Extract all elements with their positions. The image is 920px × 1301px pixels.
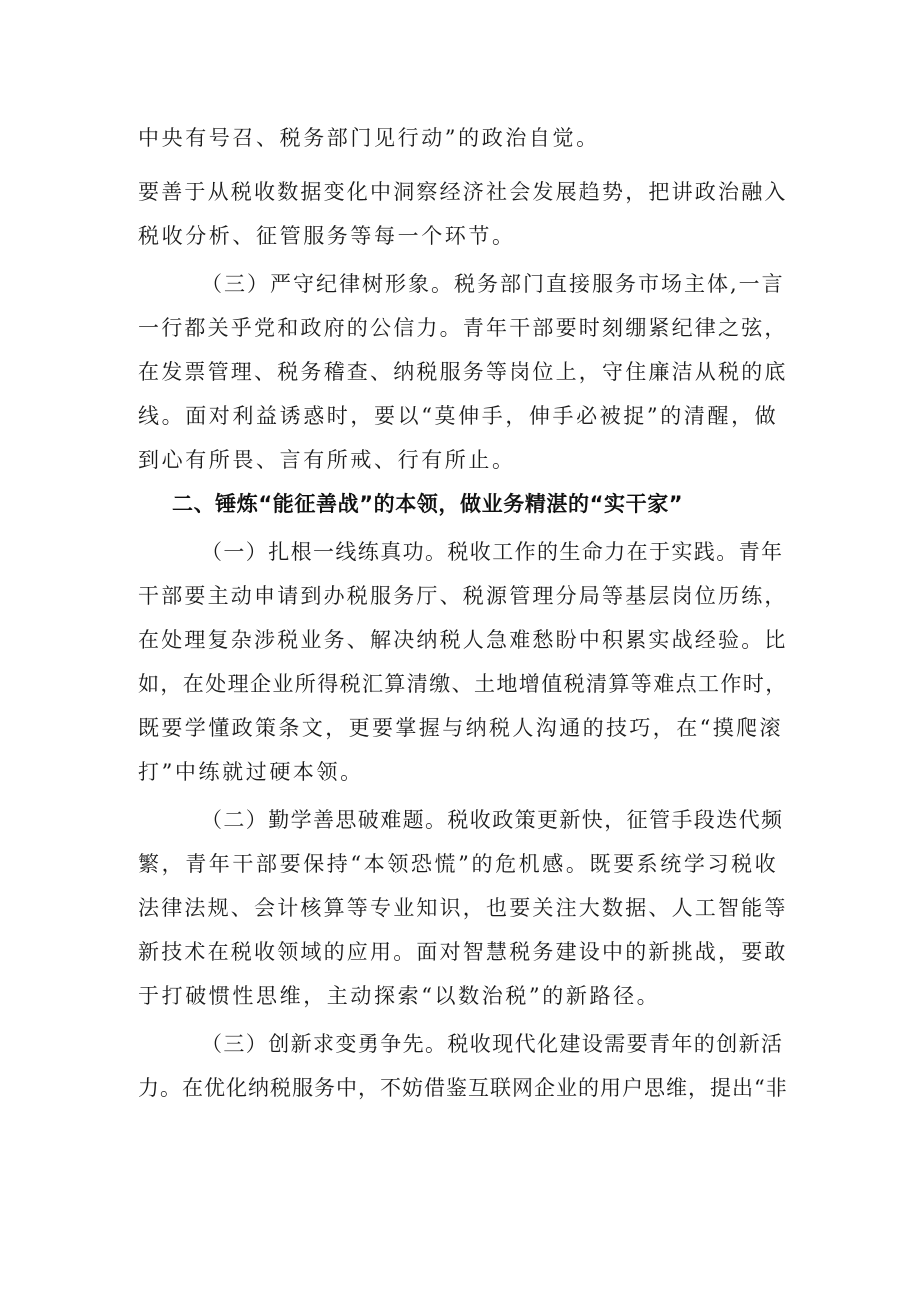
- text-line: 一行都关乎党和政府的公信力。青年干部要时刻绷紧纪律之弦，: [138, 316, 788, 340]
- text-line: 在发票管理、税务稽查、纳税服务等岗位上，守住廉洁从税的底: [138, 360, 788, 384]
- text-line: 在处理复杂涉税业务、解决纳税人急难愁盼中积累实战经验。比: [138, 628, 788, 652]
- paragraph-4: [138, 530, 788, 794]
- paragraph-6: [138, 1022, 788, 1110]
- text-line: 于打破惯性思维，主动探索“以数治税”的新路径。: [138, 984, 661, 1008]
- text-line: 法律法规、会计核算等专业知识，也要关注大数据、人工智能等: [138, 896, 788, 920]
- text-line: 繁，青年干部要保持“本领恐慌”的危机感。既要系统学习税收: [138, 852, 779, 876]
- text-line: （三）创新求变勇争先。税收现代化建设需要青年的创新活: [201, 1032, 784, 1056]
- paragraph-1: [138, 116, 788, 160]
- text-line: 既要学懂政策条文，更要掌握与纳税人沟通的技巧，在“摸爬滚: [138, 716, 783, 740]
- document-page: [138, 116, 788, 1110]
- text-line: 如，在处理企业所得税汇算清缴、土地增值税清算等难点工作时，: [138, 672, 788, 696]
- text-line: 线。面对利益诱惑时，要以“莫伸手，伸手必被捉”的清醒，做: [138, 404, 779, 428]
- paragraph-2: [138, 170, 788, 258]
- text-line: 到心有所畏、言有所戒、行有所止。: [138, 448, 516, 472]
- text-line: （二）勤学善思破难题。税收政策更新快，征管手段迭代频: [201, 808, 784, 832]
- text-line: 干部要主动申请到办税服务厅、税源管理分局等基层岗位历练，: [138, 584, 788, 608]
- text-line: （一）扎根一线练真功。税收工作的生命力在于实践。青年: [201, 540, 784, 564]
- text-line: 要善于从税收数据变化中洞察经济社会发展趋势，把讲政治融入: [138, 180, 788, 204]
- text-line: 力。在优化纳税服务中，不妨借鉴互联网企业的用户思维，提出“非: [138, 1076, 788, 1100]
- text-line: 打”中练就过硬本领。: [138, 760, 364, 784]
- text-line: （三）严守纪律树形象。税务部门直接服务市场主体,一言: [201, 272, 785, 296]
- text-line: 税收分析、征管服务等每一个环节。: [138, 224, 516, 248]
- text-line: 中央有号召、税务部门见行动”的政治自觉。: [138, 126, 600, 150]
- paragraph-3: [138, 262, 788, 482]
- paragraph-5: [138, 798, 788, 1018]
- section-heading-2: 二、锤炼“能征善战”的本领，做业务精湛的“实干家”: [172, 492, 684, 516]
- text-line: 新技术在税收领域的应用。面对智慧税务建设中的新挑战，要敢: [138, 940, 788, 964]
